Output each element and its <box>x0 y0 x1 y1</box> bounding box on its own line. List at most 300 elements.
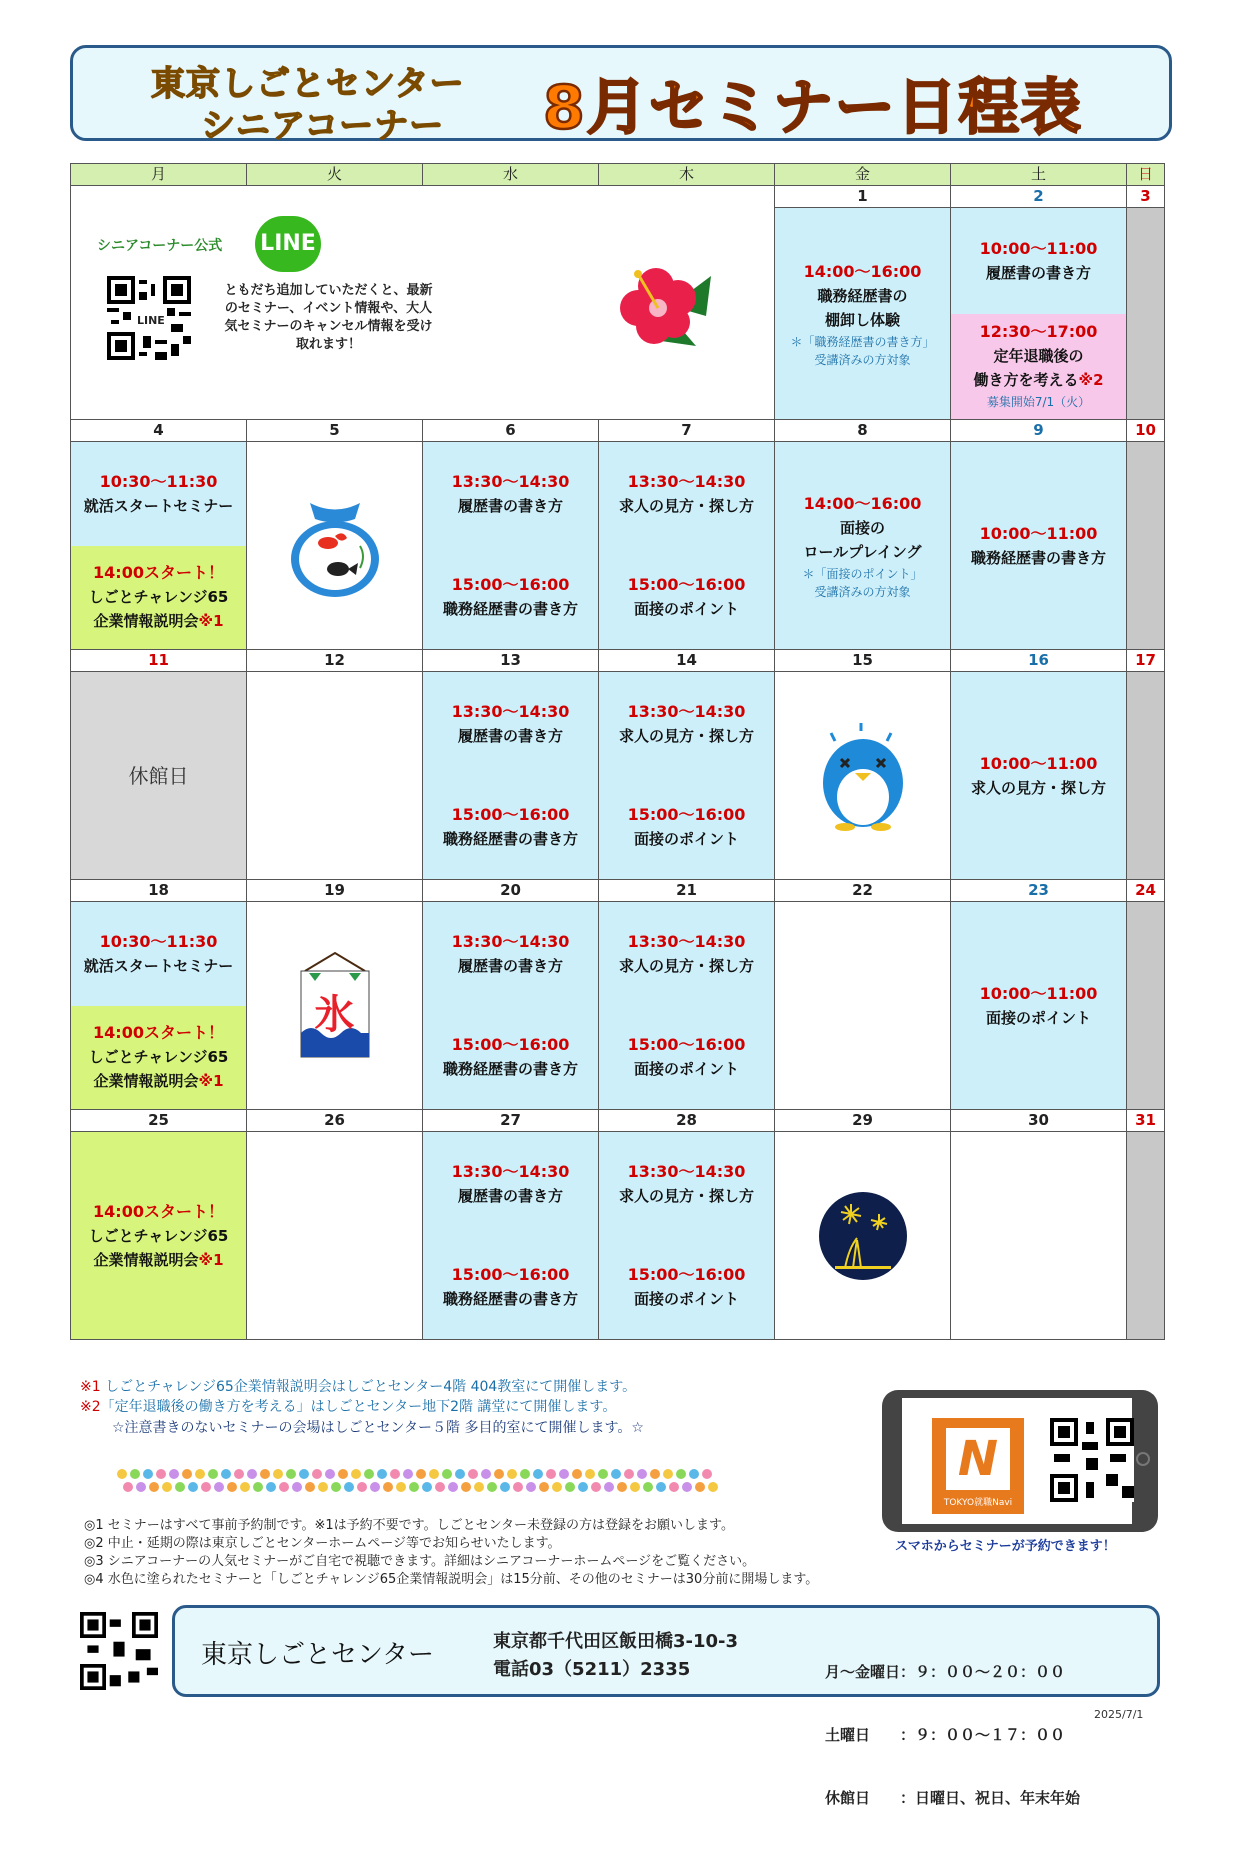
decorative-dot <box>578 1482 588 1492</box>
week-row <box>71 672 1165 880</box>
decorative-dot <box>669 1482 679 1492</box>
date-30: 30 <box>951 1110 1127 1132</box>
page-title: 8月セミナー日程表 <box>543 73 1083 143</box>
decorative-dot <box>253 1482 263 1492</box>
seminar-title: 履歴書の書き方 <box>457 726 563 745</box>
seminar-time: 10:00～11:00 <box>979 523 1098 543</box>
decorative-dot <box>325 1469 335 1479</box>
tokyo-navi-logo[interactable] <box>932 1418 1024 1514</box>
decorative-dot <box>286 1469 296 1479</box>
seminar-time: 12:30～17:00 <box>979 322 1098 342</box>
seminar-title: しごとチャレンジ65 <box>88 1226 229 1245</box>
decorative-dot <box>611 1469 621 1479</box>
seminar-title: 求人の見方・探し方 <box>618 956 754 975</box>
date-26: 26 <box>247 1110 423 1132</box>
seminar-title: 職務経歴書の書き方 <box>442 600 578 619</box>
seminar-block[interactable] <box>951 314 1126 419</box>
header-title-line1: 東京しごとセンター <box>151 64 465 104</box>
decorative-dot <box>676 1469 686 1479</box>
seminar-title: しごとチャレンジ65 <box>88 588 229 607</box>
center-hours <box>825 1620 1080 1851</box>
decorative-dot <box>247 1469 257 1479</box>
decorative-dot <box>312 1469 322 1479</box>
day-cell-8 <box>775 442 951 650</box>
date-row <box>71 186 1165 208</box>
seminar-block[interactable] <box>423 776 598 880</box>
seminar-title: ロールプレイング <box>803 542 922 561</box>
seminar-note: 募集開始7/1（火） <box>986 395 1091 410</box>
decorative-dot <box>396 1482 406 1492</box>
day-cell-27 <box>423 1132 599 1340</box>
decorative-dot <box>188 1482 198 1492</box>
date-8: 8 <box>775 420 951 442</box>
day-cell-1 <box>775 208 951 420</box>
line-promo-cell <box>71 186 775 420</box>
date-6: 6 <box>423 420 599 442</box>
seminar-block[interactable] <box>775 442 950 649</box>
day-cell-24 <box>1127 902 1165 1110</box>
phone-screen <box>902 1398 1132 1524</box>
decorative-dot <box>637 1469 647 1479</box>
seminar-mark: ※1 <box>198 1250 224 1269</box>
decorative-dot <box>156 1469 166 1479</box>
decorative-dot <box>383 1482 393 1492</box>
day-cell-2 <box>951 208 1127 420</box>
date-2: 2 <box>951 186 1127 208</box>
decorative-dot <box>585 1469 595 1479</box>
decorative-dots <box>116 1467 716 1495</box>
note-mark: ※1 <box>80 1379 101 1395</box>
seminar-title: 企業情報説明会 <box>93 1072 199 1091</box>
date-13: 13 <box>423 650 599 672</box>
seminar-time: 13:30～14:30 <box>627 931 746 951</box>
date-20: 20 <box>423 880 599 902</box>
seminar-title: 面接のポイント <box>633 1290 739 1309</box>
seminar-block[interactable] <box>951 442 1126 649</box>
seminar-block[interactable] <box>599 902 774 1006</box>
weekday-wed: 水 <box>423 164 599 186</box>
day-cell-9 <box>951 442 1127 650</box>
seminar-time: 13:30～14:30 <box>627 471 746 491</box>
decorative-dot <box>416 1469 426 1479</box>
decorative-dot <box>630 1482 640 1492</box>
page-header <box>70 45 1172 146</box>
header-title-line2: シニアコーナー <box>201 106 445 146</box>
seminar-block[interactable] <box>423 546 598 650</box>
seminar-title: 就活スタートセミナー <box>83 956 234 975</box>
seminar-note: 受講済みの方対象 <box>814 584 911 599</box>
decorative-dot <box>494 1469 504 1479</box>
weekday-sun: 日 <box>1127 164 1165 186</box>
date-11: 11 <box>71 650 247 672</box>
seminar-note: ＊「面接のポイント」 <box>802 566 923 581</box>
seminar-title: 働き方を考える <box>973 371 1079 390</box>
seminar-time: 14:00スタート！ <box>93 1023 224 1043</box>
seminar-title: 面接のポイント <box>985 1008 1091 1027</box>
seminar-mark: ※2 <box>1078 371 1104 390</box>
seminar-title: 企業情報説明会 <box>93 612 199 631</box>
seminar-block[interactable] <box>71 442 246 546</box>
decorative-dot <box>624 1469 634 1479</box>
seminar-time: 10:30～11:30 <box>99 471 218 491</box>
seminar-mark: ※1 <box>198 612 224 631</box>
seminar-time: 15:00～16:00 <box>451 1265 570 1285</box>
seminar-time: 10:00～11:00 <box>979 238 1098 258</box>
seminar-block[interactable] <box>423 1132 598 1236</box>
center-address-block <box>493 1628 738 1684</box>
penguin-icon <box>811 719 915 833</box>
seminar-title: 職務経歴書の書き方 <box>442 1290 578 1309</box>
day-cell-14 <box>599 672 775 880</box>
seminar-title: 面接のポイント <box>633 1060 739 1079</box>
decorative-dot <box>201 1482 211 1492</box>
date-18: 18 <box>71 880 247 902</box>
decorative-dot <box>364 1469 374 1479</box>
hours-saturday: 土曜日 ：９：００～１７：００ <box>825 1726 1066 1744</box>
date-9: 9 <box>951 420 1127 442</box>
date-25: 25 <box>71 1110 247 1132</box>
closed-label: 休館日 <box>128 764 189 788</box>
seminar-time: 15:00～16:00 <box>627 805 746 825</box>
weekday-fri: 金 <box>775 164 951 186</box>
seminar-time: 10:30～11:30 <box>99 931 218 951</box>
day-cell-31 <box>1127 1132 1165 1340</box>
phone-graphic <box>882 1390 1158 1532</box>
seminar-mark: ※1 <box>198 1072 224 1091</box>
decorative-dot <box>526 1482 536 1492</box>
decorative-dot <box>182 1469 192 1479</box>
decorative-dot <box>650 1469 660 1479</box>
decorative-dot <box>162 1482 172 1492</box>
decorative-dot <box>338 1469 348 1479</box>
decorative-dot <box>318 1482 328 1492</box>
seminar-title: 求人の見方・探し方 <box>618 726 754 745</box>
seminar-time: 15:00～16:00 <box>627 1035 746 1055</box>
seminar-time: 13:30～14:30 <box>627 1161 746 1181</box>
day-cell-15 <box>775 672 951 880</box>
decorative-dot <box>689 1469 699 1479</box>
date-5: 5 <box>247 420 423 442</box>
decorative-dot <box>357 1482 367 1492</box>
seminar-block[interactable] <box>423 902 598 1006</box>
date-row <box>71 420 1165 442</box>
day-cell-5 <box>247 442 423 650</box>
seminar-block[interactable] <box>423 672 598 776</box>
venue-note-3: ☆注意書きのないセミナーの会場はしごとセンター５階 多目的室にて開催します。☆ <box>112 1420 644 1436</box>
seminar-note: ＊「職務経歴書の書き方」 <box>790 334 935 349</box>
center-qr-code-icon[interactable] <box>80 1612 158 1690</box>
decorative-dot <box>299 1469 309 1479</box>
week-row <box>71 902 1165 1110</box>
seminar-block[interactable] <box>599 1132 774 1236</box>
hours-weekday: 月～金曜日：９：００～２０：００ <box>825 1663 1066 1681</box>
seminar-title: 職務経歴書の書き方 <box>442 1060 578 1079</box>
hours-closed: 休館日 ：日曜日、祝日、年末年始 <box>825 1789 1081 1807</box>
decorative-dot <box>409 1482 419 1492</box>
week-row <box>71 442 1165 650</box>
date-1: 1 <box>775 186 951 208</box>
seminar-block[interactable] <box>951 208 1126 313</box>
date-28: 28 <box>599 1110 775 1132</box>
decorative-dot <box>370 1482 380 1492</box>
decorative-dot <box>292 1482 302 1492</box>
decorative-dot <box>175 1482 185 1492</box>
seminar-time: 13:30～14:30 <box>451 1161 570 1181</box>
decorative-dot <box>377 1469 387 1479</box>
decorative-dot <box>559 1469 569 1479</box>
date-23: 23 <box>951 880 1127 902</box>
date-21: 21 <box>599 880 775 902</box>
seminar-block[interactable] <box>951 902 1126 1109</box>
date-16: 16 <box>951 650 1127 672</box>
decorative-dot <box>455 1469 465 1479</box>
seminar-title: 履歴書の書き方 <box>457 496 563 515</box>
seminar-time: 15:00～16:00 <box>451 1035 570 1055</box>
seminar-block[interactable] <box>599 1236 774 1340</box>
seminar-time: 13:30～14:30 <box>627 701 746 721</box>
decorative-dot <box>429 1469 439 1479</box>
day-cell-10 <box>1127 442 1165 650</box>
seminar-block[interactable] <box>599 776 774 880</box>
note-mark: ※2 <box>80 1399 101 1415</box>
seminar-time: 10:00～11:00 <box>979 753 1098 773</box>
kori-flag-icon <box>295 951 375 1061</box>
date-7: 7 <box>599 420 775 442</box>
decorative-dot <box>123 1482 133 1492</box>
seminar-time: 15:00～16:00 <box>451 805 570 825</box>
seminar-time: 14:00～16:00 <box>803 261 922 281</box>
seminar-block[interactable] <box>599 442 774 546</box>
seminar-title: 履歴書の書き方 <box>985 263 1091 282</box>
day-cell-7 <box>599 442 775 650</box>
decorative-dot <box>266 1482 276 1492</box>
date-29: 29 <box>775 1110 951 1132</box>
seminar-title: 求人の見方・探し方 <box>618 496 754 515</box>
date-row <box>71 880 1165 902</box>
date-14: 14 <box>599 650 775 672</box>
day-cell-19 <box>247 902 423 1110</box>
seminar-title: 履歴書の書き方 <box>457 1186 563 1205</box>
seminar-time: 15:00～16:00 <box>627 575 746 595</box>
decorative-dot <box>663 1469 673 1479</box>
decorative-dot <box>221 1469 231 1479</box>
seminar-time: 15:00～16:00 <box>627 1265 746 1285</box>
info-note-3: ◎3 シニアコーナーの人気セミナーがご自宅で視聴できます。詳細はシニアコーナーホームページをご覧ください。 <box>84 1554 756 1569</box>
seminar-title: 面接のポイント <box>633 600 739 619</box>
decorative-dot <box>546 1469 556 1479</box>
day-cell-12 <box>247 672 423 880</box>
decorative-dot <box>117 1469 127 1479</box>
weekday-sat: 土 <box>951 164 1127 186</box>
kori-flag-text: 氷 <box>314 991 355 1038</box>
date-22: 22 <box>775 880 951 902</box>
decorative-dot <box>520 1469 530 1479</box>
seminar-title: 面接の <box>839 518 885 537</box>
seminar-title: 棚卸し体験 <box>824 310 900 329</box>
day-cell-30 <box>951 1132 1127 1340</box>
seminar-title: 職務経歴書の書き方 <box>970 548 1106 567</box>
decorative-dot <box>130 1469 140 1479</box>
decorative-dot <box>448 1482 458 1492</box>
day-cell-26 <box>247 1132 423 1340</box>
seminar-block[interactable] <box>71 1132 246 1339</box>
decorative-dot <box>604 1482 614 1492</box>
decorative-dot <box>279 1482 289 1492</box>
day-cell-21 <box>599 902 775 1110</box>
decorative-dot <box>474 1482 484 1492</box>
decorative-dot <box>260 1469 270 1479</box>
phone-caption: スマホからセミナーが予約できます！ <box>895 1539 1116 1554</box>
decorative-dot <box>136 1482 146 1492</box>
decorative-dot <box>487 1482 497 1492</box>
decorative-dot <box>344 1482 354 1492</box>
decorative-dot <box>682 1482 692 1492</box>
seminar-block[interactable] <box>71 546 246 650</box>
day-cell-3 <box>1127 208 1165 420</box>
info-note-4: ◎4 水色に塗られたセミナーと「しごとチャレンジ65企業情報説明会」は15分前、その他のセミナーは30分前に開場します。 <box>84 1572 819 1587</box>
seminar-block[interactable] <box>599 1006 774 1110</box>
seminar-title: しごとチャレンジ65 <box>88 1048 229 1067</box>
decorative-dot <box>305 1482 315 1492</box>
decorative-dot <box>507 1469 517 1479</box>
date-10: 10 <box>1127 420 1165 442</box>
decorative-dot <box>273 1469 283 1479</box>
note-text: しごとチャレンジ65企業情報説明会はしごとセンター4階 404教室にて開催します。 <box>100 1379 637 1395</box>
day-cell-23 <box>951 902 1127 1110</box>
goldfish-bowl-icon <box>280 491 390 601</box>
line-qr-label: LINE <box>135 310 167 331</box>
day-cell-18 <box>71 902 247 1110</box>
phone-home-button <box>1136 1452 1150 1466</box>
decorative-dot <box>143 1469 153 1479</box>
seminar-title: 面接のポイント <box>633 830 739 849</box>
decorative-dot <box>708 1482 718 1492</box>
decorative-dot <box>565 1482 575 1492</box>
seminar-note: 受講済みの方対象 <box>814 352 911 367</box>
decorative-dot <box>643 1482 653 1492</box>
decorative-dot <box>195 1469 205 1479</box>
seminar-title: 企業情報説明会 <box>93 1250 199 1269</box>
center-name: 東京しごとセンター <box>201 1640 434 1670</box>
decorative-dot <box>403 1469 413 1479</box>
day-cell-28 <box>599 1132 775 1340</box>
seminar-time: 14:00～16:00 <box>803 493 922 513</box>
day-cell-6 <box>423 442 599 650</box>
decorative-dot <box>208 1469 218 1479</box>
date-3: 3 <box>1127 186 1165 208</box>
day-cell-25 <box>71 1132 247 1340</box>
seminar-title: 履歴書の書き方 <box>457 956 563 975</box>
seminar-block[interactable] <box>599 546 774 650</box>
date-17: 17 <box>1127 650 1165 672</box>
decorative-dot <box>552 1482 562 1492</box>
day-cell-17 <box>1127 672 1165 880</box>
calendar <box>70 163 1165 1340</box>
seminar-block[interactable] <box>599 672 774 776</box>
date-24: 24 <box>1127 880 1165 902</box>
decorative-dot <box>702 1469 712 1479</box>
hibiscus-icon <box>616 256 716 356</box>
seminar-time: 14:00スタート！ <box>93 1201 224 1221</box>
decorative-dot <box>461 1482 471 1492</box>
date-31: 31 <box>1127 1110 1165 1132</box>
seminar-title: 職務経歴書の <box>817 286 908 305</box>
decorative-dot <box>214 1482 224 1492</box>
decorative-dot <box>390 1469 400 1479</box>
seminar-block[interactable] <box>423 442 598 546</box>
seminar-block[interactable] <box>775 208 950 419</box>
seminar-time: 10:00～11:00 <box>979 983 1098 1003</box>
navi-qr-code-icon[interactable] <box>1050 1418 1134 1502</box>
decorative-dot <box>533 1469 543 1479</box>
decorative-dot <box>656 1482 666 1492</box>
day-cell-4 <box>71 442 247 650</box>
seminar-block[interactable] <box>71 1006 246 1110</box>
decorative-dot <box>435 1482 445 1492</box>
seminar-time: 13:30～14:30 <box>451 701 570 721</box>
day-cell-29 <box>775 1132 951 1340</box>
venue-note-2 <box>80 1396 616 1416</box>
decorative-dot <box>539 1482 549 1492</box>
decorative-dot <box>234 1469 244 1479</box>
seminar-title: 求人の見方・探し方 <box>618 1186 754 1205</box>
weekday-mon: 月 <box>71 164 247 186</box>
note-text: 「定年退職後の働き方を考える」はしごとセンター地下2階 講堂にて開催します。 <box>100 1399 617 1415</box>
decorative-dot <box>149 1482 159 1492</box>
weekday-thu: 木 <box>599 164 775 186</box>
fireworks-icon <box>815 1188 911 1284</box>
decorative-dot <box>227 1482 237 1492</box>
decorative-dot <box>591 1482 601 1492</box>
decorative-dot <box>513 1482 523 1492</box>
seminar-title: 求人の見方・探し方 <box>970 778 1106 797</box>
decorative-dot <box>169 1469 179 1479</box>
seminar-time: 13:30～14:30 <box>451 471 570 491</box>
navi-label: TOKYO就職Navi <box>943 1498 1013 1508</box>
venue-note-1 <box>80 1376 636 1396</box>
decorative-dot <box>351 1469 361 1479</box>
weekday-tue: 火 <box>247 164 423 186</box>
decorative-dot <box>598 1469 608 1479</box>
day-cell-20 <box>423 902 599 1110</box>
seminar-title: 職務経歴書の書き方 <box>442 830 578 849</box>
date-12: 12 <box>247 650 423 672</box>
day-cell-11 <box>71 672 247 880</box>
navi-n-icon: N <box>946 1428 1010 1490</box>
date-row <box>71 1110 1165 1132</box>
date-4: 4 <box>71 420 247 442</box>
seminar-block[interactable] <box>423 1236 598 1340</box>
seminar-block[interactable] <box>951 672 1126 879</box>
decorative-dot <box>695 1482 705 1492</box>
seminar-block[interactable] <box>71 902 246 1006</box>
day-cell-13 <box>423 672 599 880</box>
issue-date: 2025/7/1 <box>1094 1708 1144 1721</box>
seminar-block[interactable] <box>423 1006 598 1110</box>
date-15: 15 <box>775 650 951 672</box>
decorative-dot <box>481 1469 491 1479</box>
center-phone[interactable]: 電話03（5211）2335 <box>493 1659 691 1680</box>
week-row <box>71 1132 1165 1340</box>
weekday-header <box>71 164 1165 186</box>
decorative-dot <box>500 1482 510 1492</box>
decorative-dot <box>422 1482 432 1492</box>
center-address: 東京都千代田区飯田橋3-10-3 <box>493 1631 739 1652</box>
date-27: 27 <box>423 1110 599 1132</box>
line-logo-icon[interactable]: LINE <box>255 216 321 272</box>
date-row <box>71 650 1165 672</box>
decorative-dot <box>442 1469 452 1479</box>
